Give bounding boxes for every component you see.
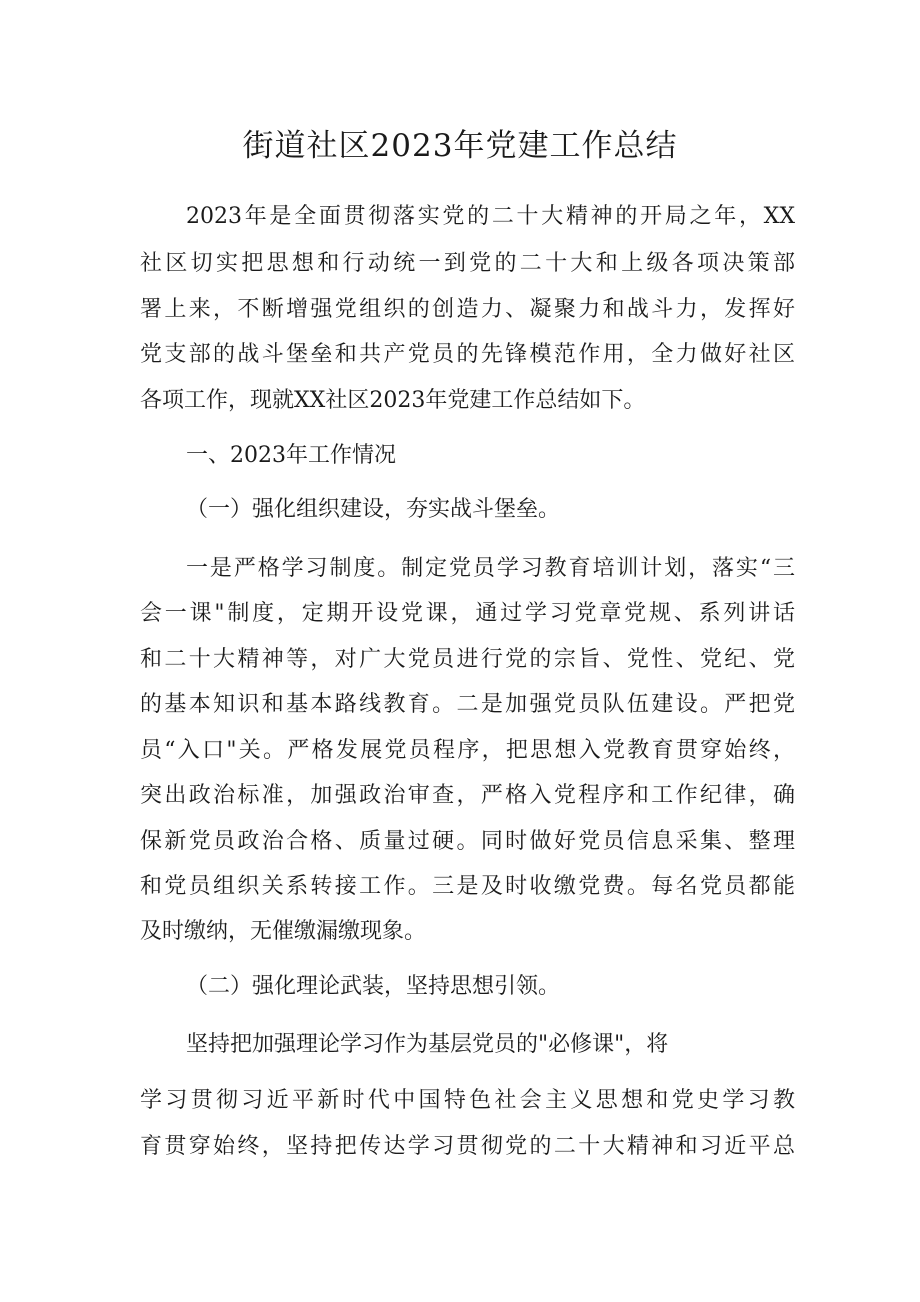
body-line: 2023年是全面贯彻落实党的二十大精神的开局之年，XX xyxy=(186,204,795,229)
body-line: 各项工作，现就XX社区2023年党建工作总结如下。 xyxy=(140,388,646,413)
body-line: 突出政治标准，加强政治审查，严格入党程序和工作纪律，确 xyxy=(140,783,795,808)
body-line: 保新党员政治合格、质量过硬。同时做好党员信息采集、整理 xyxy=(140,829,795,854)
body-line: 学习贯彻习近平新时代中国特色社会主义思想和党史学习教 xyxy=(140,1088,795,1113)
subsection-heading: （一）强化组织建设，夯实战斗堡垒。 xyxy=(186,497,561,522)
body-line: 的基本知识和基本路线教育。二是加强党员队伍建设。严把党 xyxy=(140,692,795,717)
body-line: 和党员组织关系转接工作。三是及时收缴党费。每名党员都能 xyxy=(140,874,795,899)
document-title: 街道社区2023年党建工作总结 xyxy=(242,128,678,164)
body-line: 党支部的战斗堡垒和共产党员的先锋模范作用，全力做好社区 xyxy=(140,342,795,367)
body-line: 育贯穿始终，坚持把传达学习贯彻党的二十大精神和习近平总 xyxy=(140,1134,795,1159)
body-line: 坚持把加强理论学习作为基层党员的"必修课"，将 xyxy=(186,1032,669,1057)
body-line: 一是严格学习制度。制定党员学习教育培训计划，落实“三 xyxy=(186,556,795,581)
body-line: 会一课"制度，定期开设党课，通过学习党章党规、系列讲话 xyxy=(140,601,795,626)
section-heading: 一、2023年工作情况 xyxy=(186,443,396,468)
body-line: 和二十大精神等，对广大党员进行党的宗旨、党性、党纪、党 xyxy=(140,647,795,672)
body-line: 及时缴纳，无催缴漏缴现象。 xyxy=(140,919,427,944)
subsection-heading: （二）强化理论武装，坚持思想引领。 xyxy=(186,974,561,999)
body-line: 社区切实把思想和行动统一到党的二十大和上级各项决策部 xyxy=(140,251,795,276)
body-line: 员“入口"关。严格发展党员程序，把思想入党教育贯穿始终， xyxy=(140,738,795,763)
body-line: 署上来，不断增强党组织的创造力、凝聚力和战斗力，发挥好 xyxy=(140,297,795,322)
